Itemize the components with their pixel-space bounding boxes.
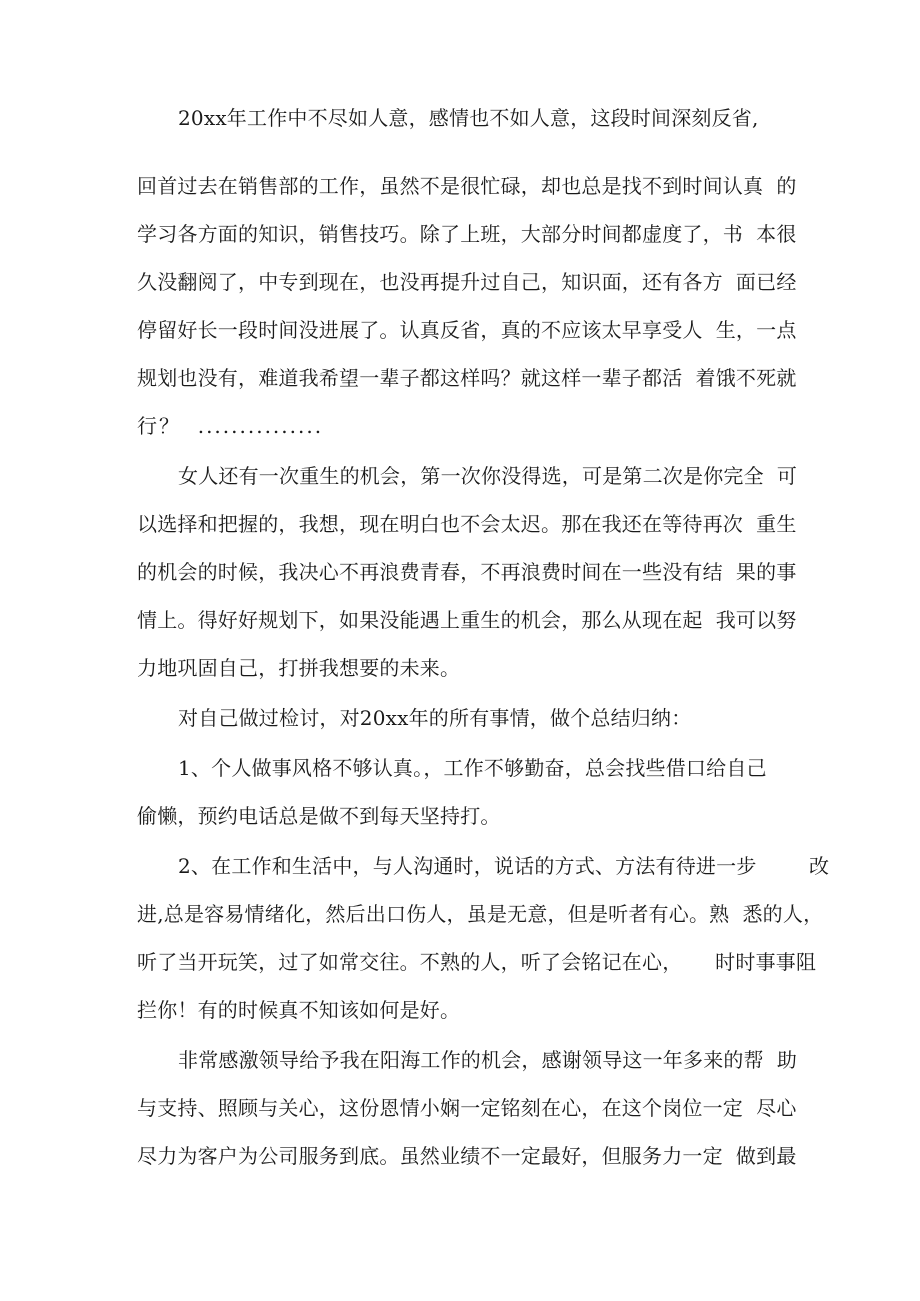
- paragraph-line: 学习各方面的知识，销售技巧。除了上班，大部分时间都虚度了，书 本很: [137, 222, 797, 246]
- list-item-line: 听了当开玩笑，过了如常交往。不熟的人，听了会铭记在心， 时时事事阻: [137, 950, 817, 974]
- paragraph-line: 回首过去在销售部的工作，虽然不是很忙碌，却也总是找不到时间认真 的: [137, 174, 797, 198]
- paragraph-line: 对自己做过检讨，对20xx年的所有事情，做个总结归纳：: [178, 706, 692, 730]
- list-item-line: 偷懒，预约电话总是做不到每天坚持打。: [137, 804, 501, 828]
- paragraph-line: 非常感激领导给予我在阳海工作的机会，感谢领导这一年多来的帮 助: [178, 1048, 798, 1072]
- paragraph-line: 尽力为客户为公司服务到底。虽然业绩不一定最好，但服务力一定 做到最: [137, 1144, 797, 1168]
- paragraph-line: 久没翻阅了，中专到现在，也没再提升过自己，知识面，还有各方 面已经: [137, 270, 797, 294]
- list-item-line: 2、在工作和生活中，与人沟通时，说话的方式、方法有待进一步 改: [178, 854, 830, 878]
- paragraph-line: 与支持、照顾与关心，这份恩情小娴一定铭刻在心，在这个岗位一定 尽心: [137, 1096, 797, 1120]
- paragraph-line: 的机会的时候，我决心不再浪费青春，不再浪费时间在一些没有结 果的事: [137, 560, 797, 584]
- paragraph-line: 规划也没有，难道我希望一辈子都这样吗？就这样一辈子都活 着饿不死就: [137, 366, 797, 390]
- list-item-line: 进,总是容易情绪化，然后出口伤人，虽是无意，但是听者有心。熟 悉的人，: [137, 902, 824, 926]
- list-item-line: 拦你！有的时候真不知该如何是好。: [137, 998, 461, 1022]
- paragraph-line: 情上。得好好规划下，如果没能遇上重生的机会，那么从现在起 我可以努: [137, 608, 797, 632]
- paragraph-line: 停留好长一段时间没进展了。认真反省，真的不应该太早享受人 生，一点: [137, 318, 797, 342]
- paragraph-line: 以选择和把握的，我想，现在明白也不会太迟。那在我还在等待再次 重生: [137, 512, 797, 536]
- list-item-line: 1、个人做事风格不够认真。，工作不够勤奋，总会找些借口给自己: [178, 756, 767, 780]
- paragraph-line: 行？ ...............: [137, 414, 324, 438]
- paragraph-line: 力地巩固自己，打拼我想要的未来。: [137, 656, 461, 680]
- paragraph-line: 女人还有一次重生的机会，第一次你没得选，可是第二次是你完全 可: [178, 464, 798, 488]
- paragraph-line: 20xx年工作中不尽如人意，感情也不如人意，这段时间深刻反省,: [178, 106, 759, 130]
